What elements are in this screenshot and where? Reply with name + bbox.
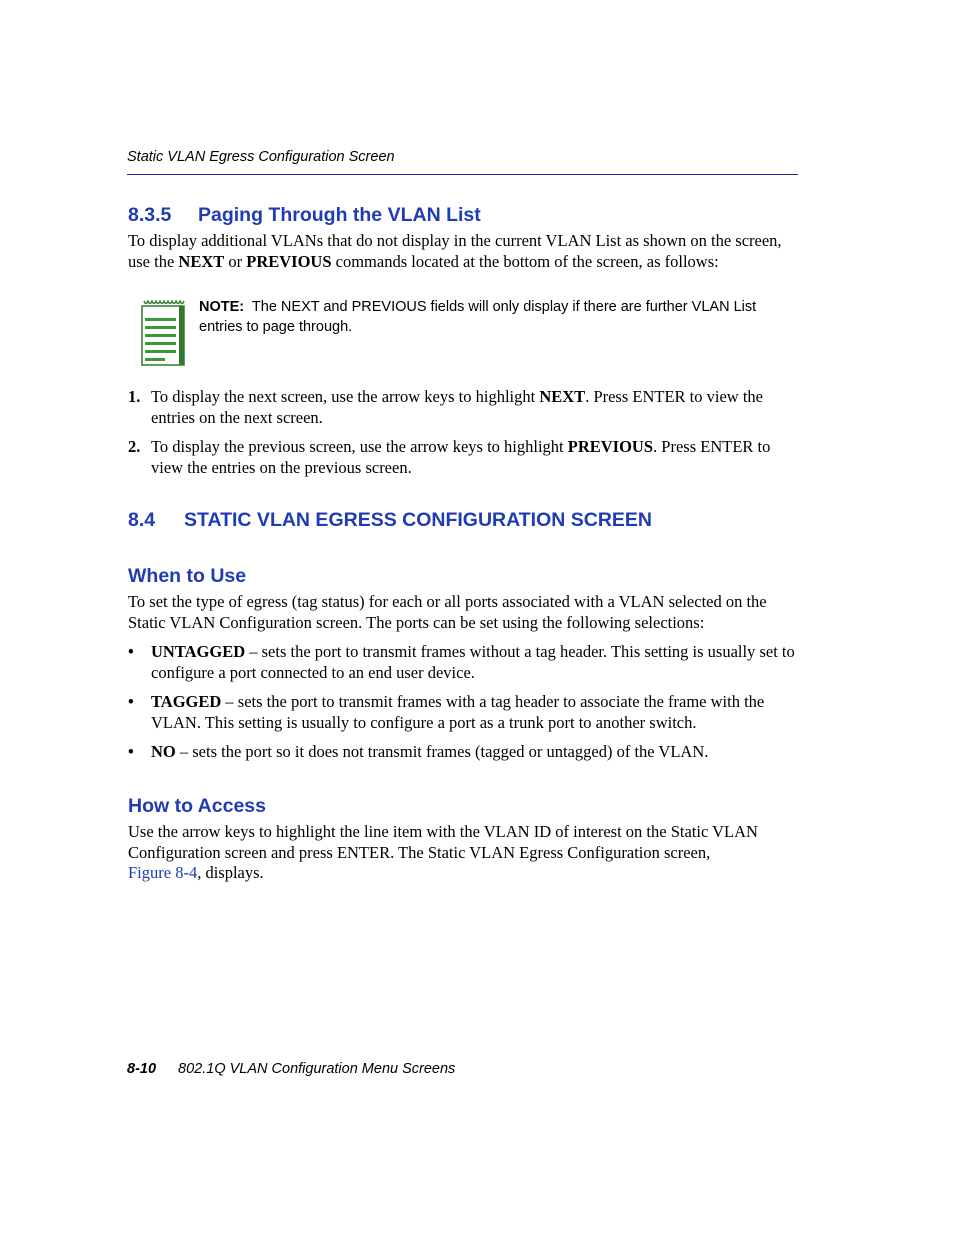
bullet-tagged <box>151 692 781 733</box>
bold-previous: PREVIOUS <box>246 251 332 271</box>
text-run: To display the next screen, use the arrow keys to highlight <box>151 387 540 406</box>
section-835-paragraph <box>128 231 800 272</box>
text-run: or <box>224 251 247 271</box>
section-number: 8.3.5 <box>128 204 172 226</box>
step-number: 1. <box>128 387 141 406</box>
how-to-access-heading: How to Access <box>128 795 266 817</box>
bullet-no <box>151 742 801 763</box>
bold-term: NO <box>151 742 176 761</box>
note-label: NOTE: <box>199 299 245 315</box>
header-rule <box>127 174 798 175</box>
section-title: Paging Through the VLAN List <box>198 204 481 226</box>
text-run: . Press ENTER to view the entries on the next screen. <box>151 387 763 427</box>
text-run: – sets the port to transmit frames with a tag header to associate the frame with the VLAN. This setting is usually to configure a port as a trunk port to another switch. <box>151 692 765 732</box>
page-footer <box>127 1061 455 1077</box>
text-run: – sets the port to transmit frames without a tag header. This setting is usually set to configure a port connected to an end user device. <box>151 642 795 682</box>
footer-title: 802.1Q VLAN Configuration Menu Screens <box>178 1061 456 1077</box>
section-835-heading <box>128 204 481 227</box>
bold-term: TAGGED <box>151 692 222 711</box>
step-2-text <box>151 437 801 478</box>
bullet-marker: • <box>128 642 134 661</box>
figure-8-4-link[interactable]: Figure 8-4 <box>128 863 198 882</box>
text-run: – sets the port so it does not transmit frames (tagged or untagged) of the VLAN. <box>175 742 709 761</box>
when-to-use-intro: To set the type of egress (tag status) for each or all ports associated with a VLAN selected on the Static VLAN Configuration screen. The ports can be set using the following selections: <box>128 592 767 632</box>
note-body: The NEXT and PREVIOUS fields will only display if there are further VLAN List entries to page through. <box>199 299 757 335</box>
text-run: . Press ENTER to view the entries on the previous screen. <box>151 437 771 477</box>
text-run: commands located at the bottom of the screen, as follows: <box>331 251 719 271</box>
bold-next: NEXT <box>178 251 225 271</box>
bullet-marker: • <box>128 692 134 711</box>
when-to-use-heading: When to Use <box>128 565 247 587</box>
how-to-access-paragraph <box>128 822 788 884</box>
running-header: Static VLAN Egress Configuration Screen <box>127 149 395 165</box>
section-title: STATIC VLAN EGRESS CONFIGURATION SCREEN <box>184 509 653 531</box>
bold-term: PREVIOUS <box>567 437 654 456</box>
bullet-untagged <box>151 642 801 683</box>
section-number: 8.4 <box>128 509 156 531</box>
text-run: , displays. <box>197 863 264 882</box>
text-run: To display the previous screen, use the arrow keys to highlight <box>151 437 568 456</box>
step-1-text <box>151 387 801 428</box>
page-number: 8-10 <box>127 1061 157 1077</box>
bold-term: NEXT <box>539 387 586 406</box>
step-number: 2. <box>128 437 141 456</box>
section-84-heading <box>128 509 652 532</box>
bold-term: UNTAGGED <box>151 642 246 661</box>
bullet-marker: • <box>128 742 134 761</box>
note-text <box>199 297 799 337</box>
notepad-icon <box>141 300 185 366</box>
text-run: Use the arrow keys to highlight the line item with the VLAN ID of interest on the Static VLAN Configuration screen and press ENTER. The Static VLAN Egress Configuration screen, <box>128 822 758 862</box>
text-run: To display additional VLANs that do not display in the current VLAN List as shown on the screen, use the <box>128 231 782 271</box>
